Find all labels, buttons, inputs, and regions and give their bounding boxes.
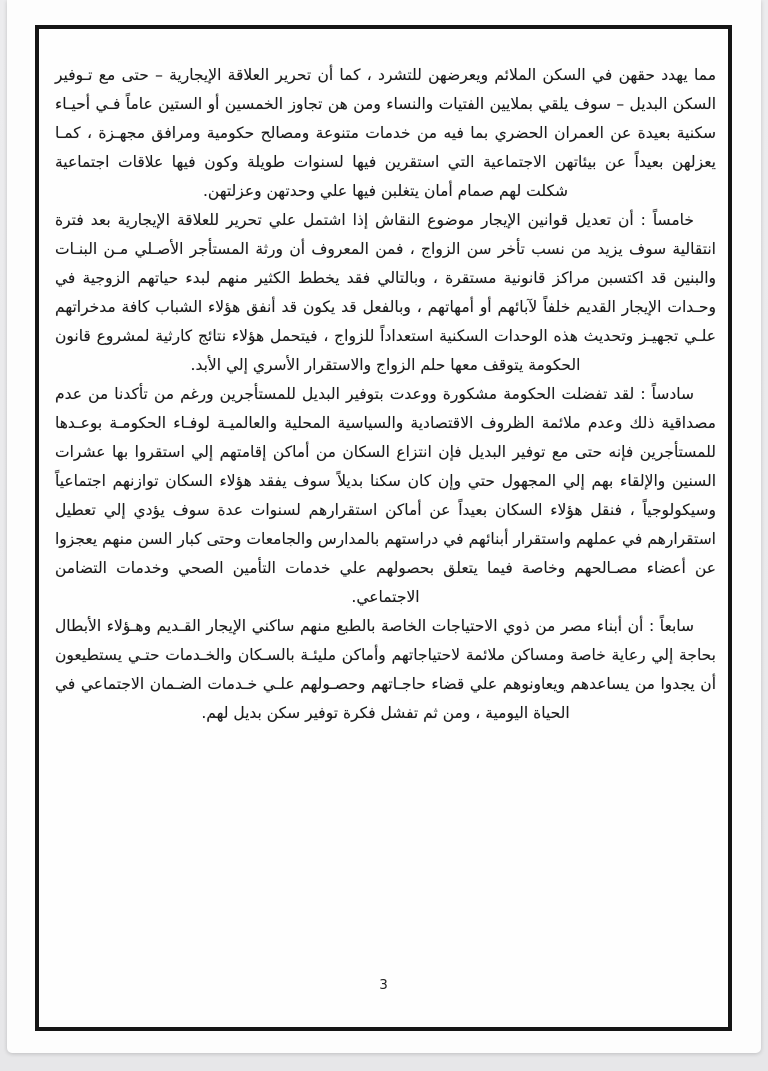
body-text	[55, 61, 716, 728]
paragraph-seventh-point: سابعاً : أن أبناء مصر من ذوي الاحتياجات الخاصة بالطبع منهم ساكني الإيجار القـديم وهـؤلاء الأبطال بحاجة إلي رعاية خاصة ومساكن ملائمة لاحتياجاتهم وأماكن مليئـة بالسـكان والخـدمات حتـي يستطيعون أن يجدوا من يساعدهم ويعاونوهم علي قضاء حاجـاتهم وحصـولهم علـي خـدمات الضـمان الاجتماعي في الحياة اليومية ، ومن ثم تفشل فكرة توفير سكن بديل لهم.	[55, 617, 716, 722]
paragraph-continuation: مما يهدد حقهن في السكن الملائم ويعرضهن للتشرد ، كما أن تحرير العلاقة الإيجارية – حتى مع تـوفير السكن البديل – سوف يلقي بملايين الفتيات والنساء ومن هن تجاوز الخمسين أو الستين عاماً فـي أحيـاء سكنية بعيدة عن العمران الحضري بما فيه من خدمات متنوعة ومصالح حكومية ومرافق مجهـزة ، كمـا يعزلهن بعيداً عن بيئاتهن الاجتماعية التي استقرين فيها لسنوات طويلة وكون فيها علاقات اجتماعية شكلت لهم صمام أمان يتغلبن فيها علي وحدتهن وعزلتهن.	[55, 66, 716, 200]
page-border-frame	[35, 25, 732, 1031]
page-number: 3	[379, 977, 388, 993]
paragraph-sixth-point: سادساً : لقد تفضلت الحكومة مشكورة ووعدت بتوفير البديل للمستأجرين ورغم من تأكدنا من عدم مصداقية ذلك وعدم ملائمة الظروف الاقتصادية والسياسية المحلية والعالميـة لوفـاء الحكومـة بوعـدها للمستأجرين فإنه حتى مع توفير البديل فإن انتزاع السكان من أماكن إقامتهم إلي استقروا بها عشرات السنين والإلقاء بهم إلي المجهول حتي وإن كان سكنا بديلاً سوف يفقد هؤلاء السكان توازنهم اجتماعياً وسيكولوجياً ، فنقل هؤلاء السكان بعيداً عن أماكن استقرارهم لسنوات عدة سوف يؤدي إلي تعطيل استقرارهم في عملهم واستقرار أبنائهم في دراستهم بالمدارس والجامعات وحتى كبار السن منهم يعجزوا عن أعضاء مصـالحهم وخاصة فيما يتعلق بحصولهم علي خدمات التأمين الصحي وخدمات التضامن الاجتماعي.	[55, 385, 716, 606]
paragraph-fifth-point: خامساً : أن تعديل قوانين الإيجار موضوع النقاش إذا اشتمل علي تحرير للعلاقة الإيجارية بعد فترة انتقالية سوف يزيد من نسب تأخر سن الزواج ، فمن المعروف أن ورثة المستأجر الأصـلي مـن البنـات والبنين قد اكتسبن مراكز قانونية مستقرة ، وبالتالي فقد يخطط الكثير منهم لبدء حياتهم الزوجية في وحـدات الإيجار القديم خلفاً لآبائهم أو أمهاتهم ، وبالفعل قد يكون قد أنفق هؤلاء الشباب كافة مدخراتهم علـي تجهيـز وتحديث هذه الوحدات السكنية استعداداً للزواج ، فيتحمل هؤلاء نتائج كارثية لمشروع قانون الحكومة يتوقف معها حلم الزواج والاستقرار الأسري إلي الأبد.	[55, 211, 716, 374]
document-page	[7, 0, 761, 1053]
